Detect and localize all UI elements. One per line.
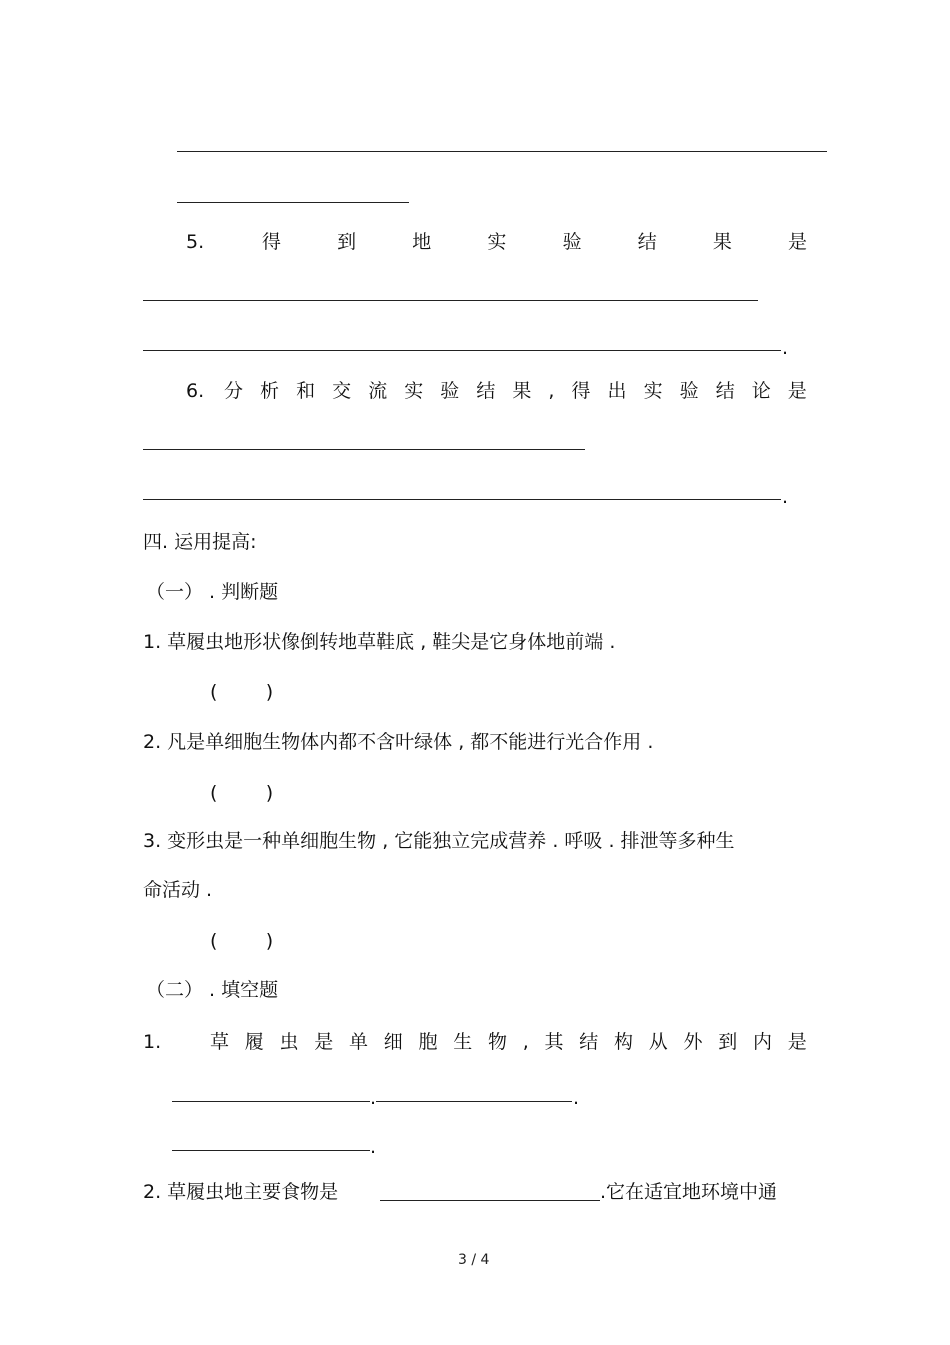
fill-question-2-prefix: 2. 草履虫地主要食物是 xyxy=(143,1181,339,1203)
question-6-text: 分 析 和 交 流 实 验 结 果 , 得 出 实 验 结 论 是 xyxy=(224,380,807,402)
answer-line xyxy=(177,151,827,152)
end-punctuation: . xyxy=(782,337,789,359)
answer-line[interactable] xyxy=(172,1150,370,1151)
answer-parentheses[interactable]: ( ) xyxy=(210,681,274,703)
answer-line[interactable] xyxy=(380,1200,600,1201)
fill-question-2-suffix: .它在适宜地环境中通 xyxy=(600,1181,778,1203)
question-5-text: 得 到 地 实 验 结 果 是 xyxy=(262,231,807,253)
answer-line xyxy=(143,499,781,500)
question-number: 1. xyxy=(143,1031,162,1053)
separator: . xyxy=(370,1136,377,1158)
fill-question-1-text: 草 履 虫 是 单 细 胞 生 物 , 其 结 构 从 外 到 内 是 xyxy=(210,1031,807,1053)
judge-question-3: 3. 变形虫是一种单细胞生物 , 它能独立完成营养 . 呼吸 . 排泄等多种生 xyxy=(143,830,735,852)
answer-line[interactable] xyxy=(376,1101,572,1102)
question-number: 6. xyxy=(186,380,205,402)
judge-question-2: 2. 凡是单细胞生物体内都不含叶绿体 , 都不能进行光合作用 . xyxy=(143,731,654,753)
separator: . xyxy=(573,1087,580,1109)
answer-parentheses[interactable]: ( ) xyxy=(210,782,274,804)
question-number: 5. xyxy=(186,231,205,253)
answer-line xyxy=(177,202,409,203)
section-heading: 四. 运用提高: xyxy=(143,531,257,553)
end-punctuation: . xyxy=(782,486,789,508)
answer-line xyxy=(143,300,758,301)
answer-line[interactable] xyxy=(172,1101,370,1102)
answer-parentheses[interactable]: ( ) xyxy=(210,930,274,952)
answer-line xyxy=(143,449,585,450)
answer-line xyxy=(143,350,781,351)
judge-question-1: 1. 草履虫地形状像倒转地草鞋底 , 鞋尖是它身体地前端 . xyxy=(143,631,616,653)
judge-question-3-continued: 命活动 . xyxy=(143,879,213,901)
subsection-heading: （二） . 填空题 xyxy=(146,979,279,1001)
page-number: 3 / 4 xyxy=(458,1252,490,1268)
subsection-heading: （一） . 判断题 xyxy=(146,581,279,603)
separator: . xyxy=(370,1087,377,1109)
